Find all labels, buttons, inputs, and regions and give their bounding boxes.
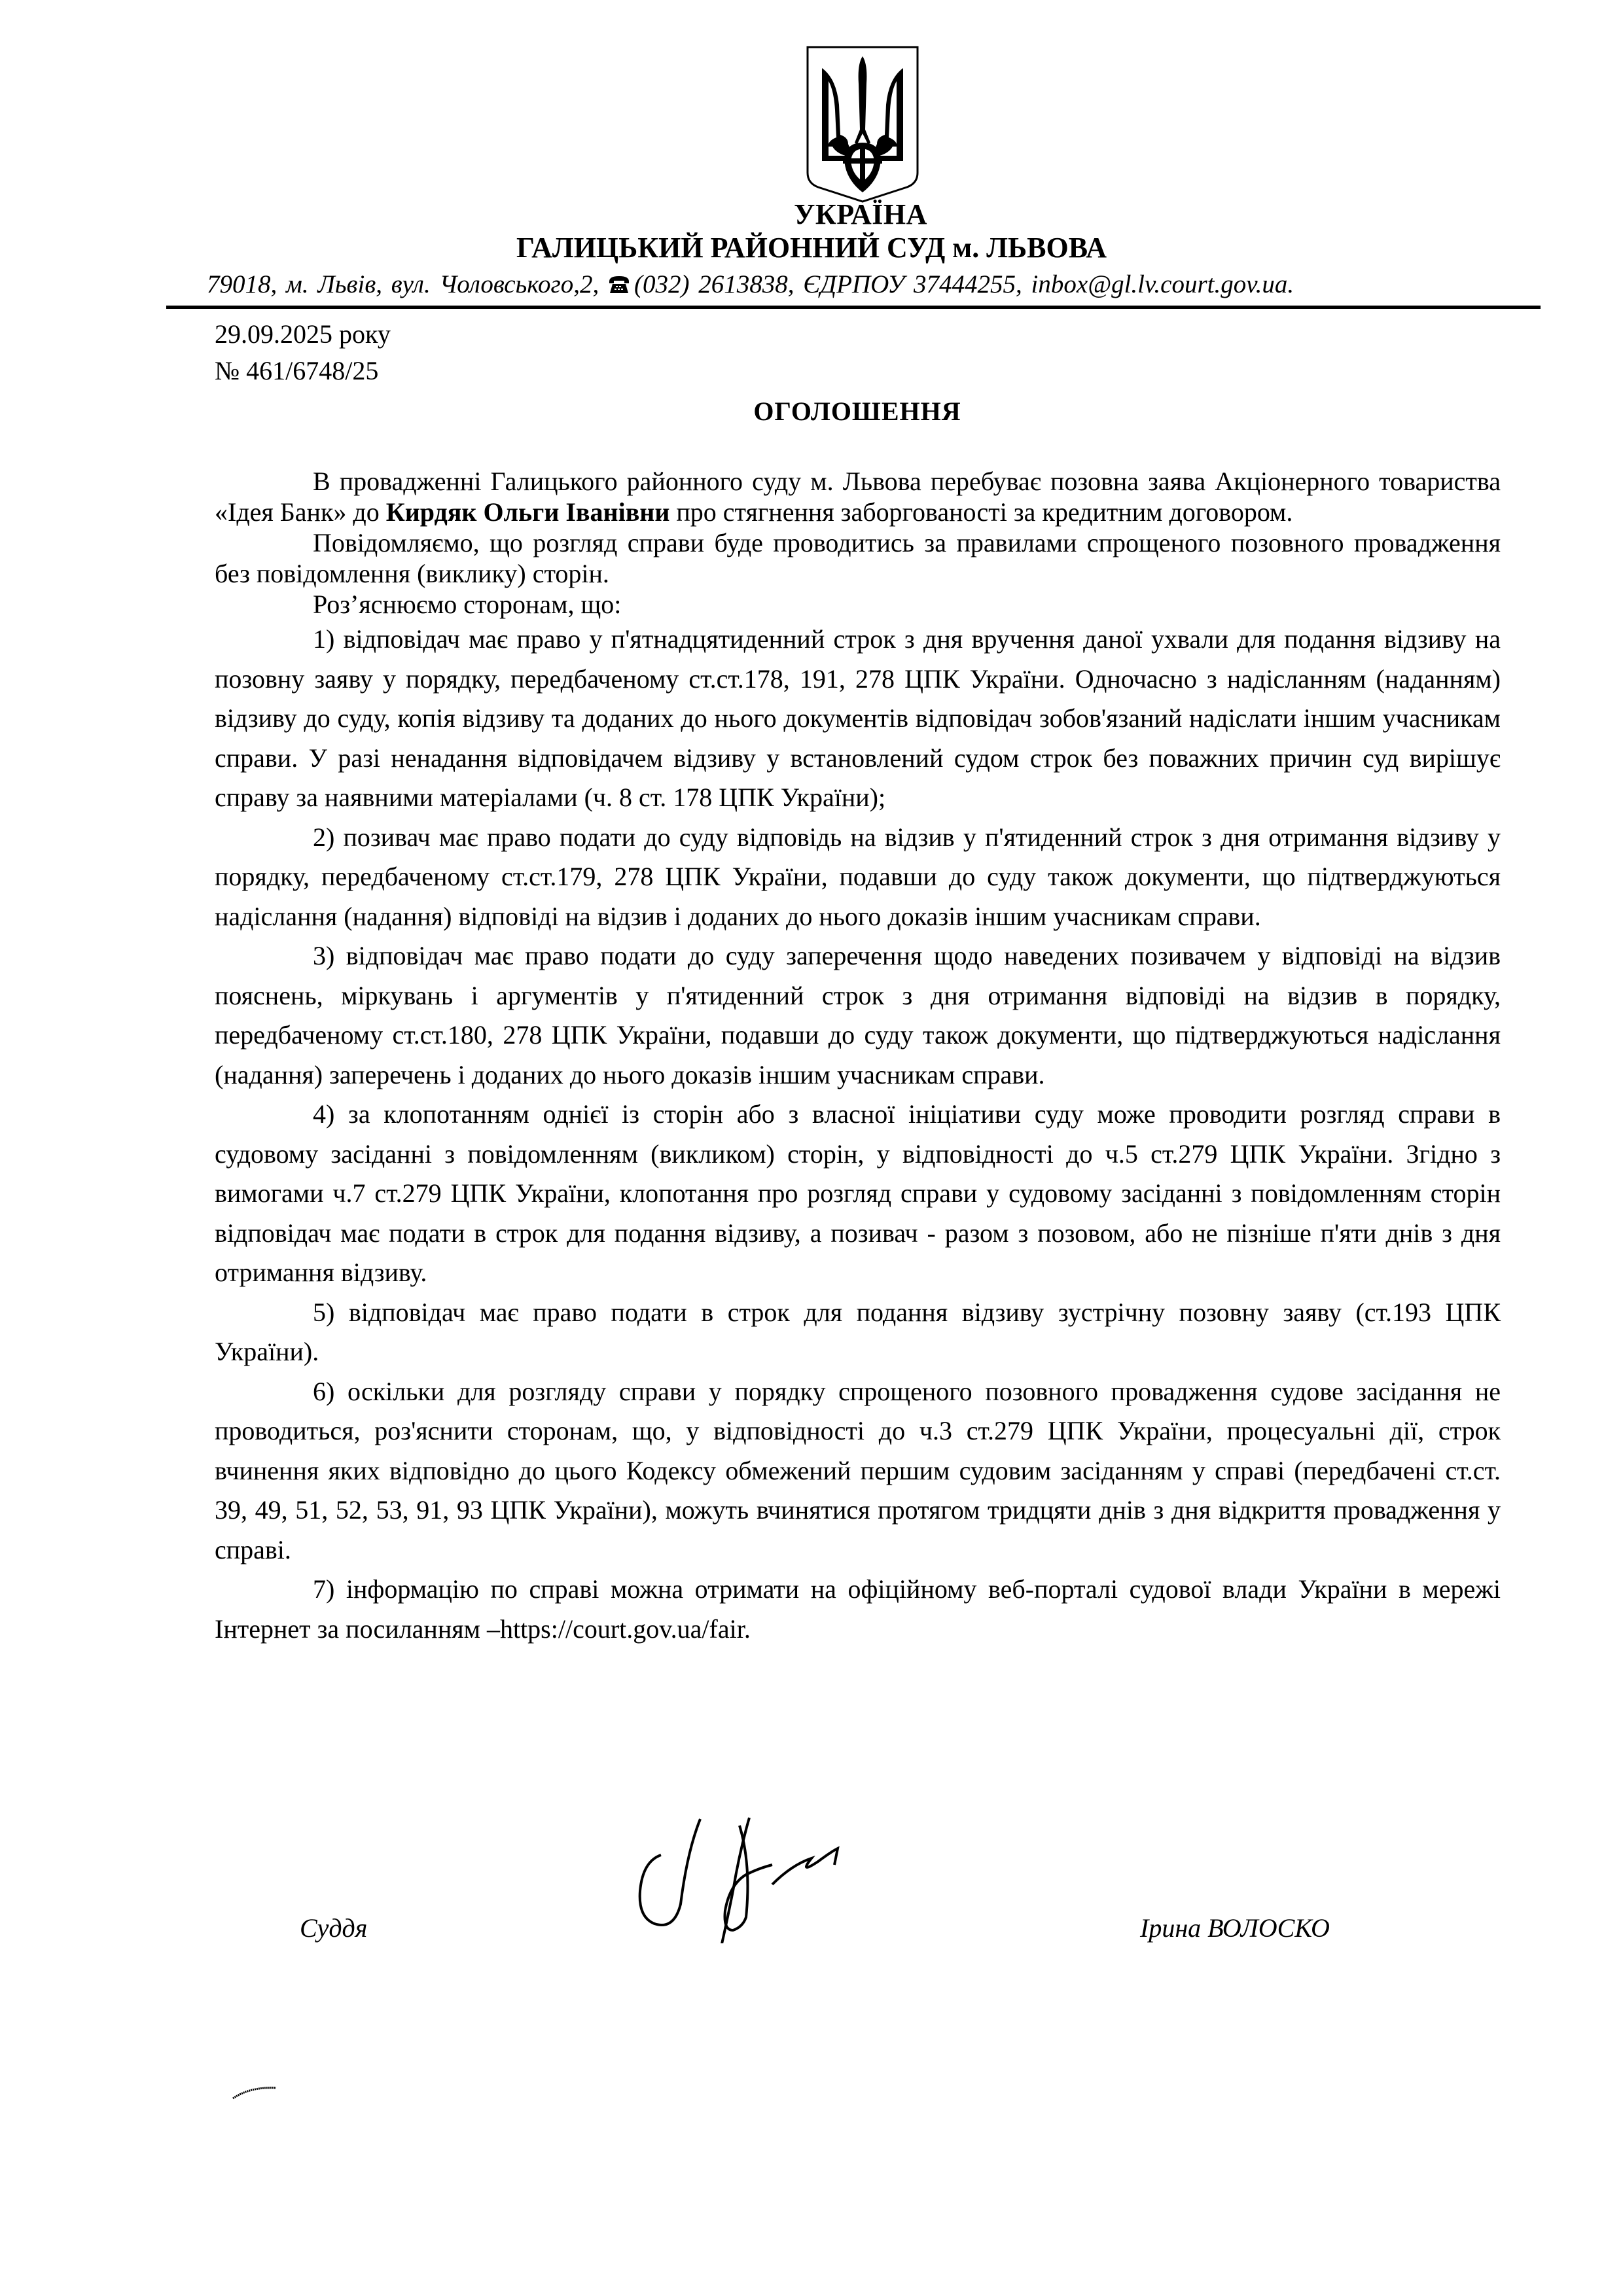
- case-number: № 461/6748/25: [215, 356, 379, 385]
- signatory-name: Ірина ВОЛОСКО: [1140, 1913, 1330, 1943]
- trident-emblem-icon: [804, 44, 921, 204]
- document-body: [215, 466, 1501, 1649]
- intro-paragraph: [215, 466, 1501, 527]
- intro-tail: про стягнення заборгованості за кредитним договором.: [669, 497, 1293, 527]
- court-phone: (032) 2613838,: [634, 270, 794, 298]
- court-edrpou: ЄДРПОУ 37444255,: [803, 270, 1022, 298]
- document-date: 29.09.2025 року: [215, 319, 391, 349]
- country-name: УКРАЇНА: [794, 198, 927, 230]
- signatory-role: Суддя: [300, 1913, 368, 1943]
- list-item: 2) позивач має право подати до суду відповідь на відзив у п'ятиденний строк з дня отримання відзиву у порядку, передбаченому ст.ст.179, 278 ЦПК України, подавши до суду також документи, що підтверджуються надіслання (надання) відповіді на відзив і доданих до нього доказів іншим учасникам справи.: [215, 822, 1501, 931]
- court-email: inbox@gl.lv.court.gov.ua.: [1031, 270, 1294, 298]
- list-item: 6) оскільки для розгляду справи у порядку спрощеного позовного провадження судове засідання не проводиться, роз'яснити сторонам, що, у відповідності до ч.3 ст.279 ЦПК України, процесуальні дії, строк вчинення яких відповідно до цього Кодексу обмежений першим судовим засіданням у справі (передбачені ст.ст. 39, 49, 51, 52, 53, 91, 93 ЦПК України), можуть вчинятися протягом тридцяти днів з дня відкриття провадження у справі.: [215, 1376, 1501, 1564]
- defendant-name: Кирдяк Ольги Іванівни: [385, 497, 670, 527]
- notice-paragraph: Повідомляємо, що розгляд справи буде проводитись за правилами спрощеного позовного провадження без повідомлення (виклику) сторін.: [215, 528, 1501, 588]
- list-item: 5) відповідач має право подати в строк для подання відзиву зустрічну позовну заяву (ст.193 ЦПК України).: [215, 1297, 1501, 1366]
- list-item: 7) інформацію по справі можна отримати на офіційному веб-порталі судової влади України в мережі Інтернет за посиланням –https://court.gov.ua/fair.: [215, 1574, 1501, 1644]
- list-item: 1) відповідач має право у п'ятнадцятиденний строк з дня вручення даної ухвали для подання відзиву на позовну заяву у порядку, передбаченому ст.ст.178, 191, 278 ЦПК України. Одночасно з надісланням (наданням) відзиву до суду, копія відзиву та доданих до нього документів відповідач зобов'язаний надіслати іншим учасникам справи. У разі ненадання відповідачем відзиву у встановлений судом строк без поважних причин суд вирішує справу за наявними матеріалами (ч. 8 ст. 178 ЦПК України);: [215, 624, 1501, 812]
- court-contacts: [207, 268, 1503, 301]
- court-name: ГАЛИЦЬКИЙ РАЙОННИЙ СУД м. ЛЬВОВА: [516, 232, 1107, 264]
- document-title: ОГОЛОШЕННЯ: [753, 397, 961, 426]
- list-item: 4) за клопотанням однієї із сторін або з власної ініціативи суду може проводити розгляд справи в судовому засіданні з повідомленням (викликом) сторін, у відповідності до ч.5 ст.279 ЦПК України. Згідно з вимогами ч.7 ст.279 ЦПК України, клопотання про розгляд справи у судовому засіданні з повідомленням сторін відповідач має подати в строк для подання відзиву, а позивач - разом з позовом, або не пізніше п'яти днів з дня отримання відзиву.: [215, 1099, 1501, 1287]
- intro-lead: В провадженні Галицького районного суду м. Львова перебуває позовна заява Акціонерного товариства «Ідея Банк» до: [215, 467, 1501, 527]
- telephone-icon: [608, 275, 630, 294]
- list-item: 3) відповідач має право подати до суду заперечення щодо наведених позивачем у відповіді на відзив пояснень, міркувань і аргументів у п'ятиденний строк з дня отримання відповіді на відзив в порядку, передбаченому ст.ст.180, 278 ЦПК України, подавши до суду також документи, що підтверджуються надіслання (надання) заперечень і доданих до нього доказів іншим учасникам справи.: [215, 941, 1501, 1089]
- handwritten-signature-icon: [576, 1812, 942, 1943]
- header-divider: [166, 306, 1541, 309]
- explain-lead: Роз’яснюємо сторонам, що:: [313, 590, 622, 619]
- court-address: 79018, м. Львів, вул. Чоловського,2,: [207, 270, 599, 298]
- scan-artifact: [230, 2083, 283, 2102]
